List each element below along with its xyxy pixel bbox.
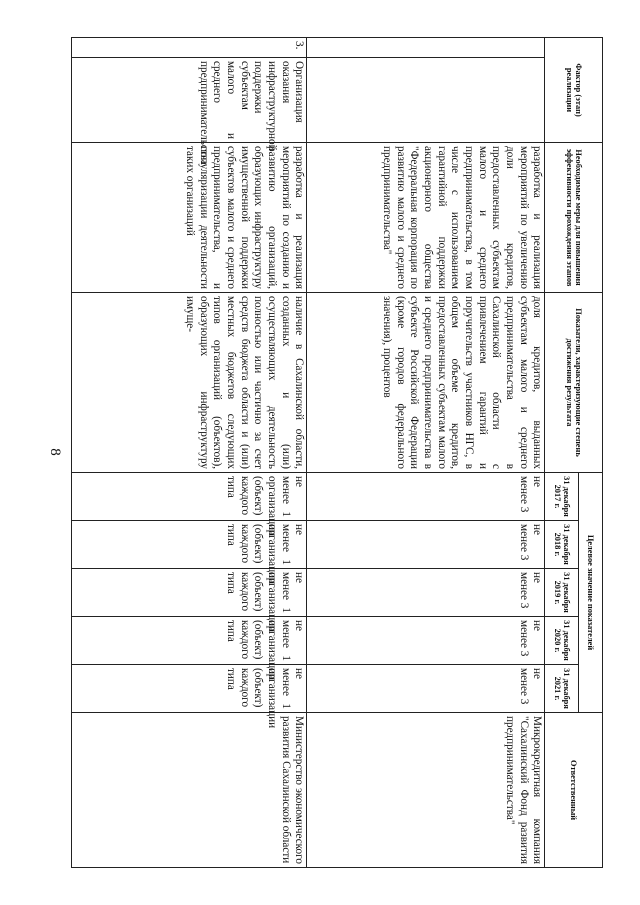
target-2018-cell: не менее 1 организации (объект) каждого типа — [72, 521, 307, 569]
header-responsible: Ответственный — [545, 713, 603, 868]
target-2020-cell: не менее 3 — [307, 617, 545, 665]
indicator-cell: доля кредитов, выданных субъектам малого и среднего предпринимательства в Сахалинской области с привлечением гарантий и поручительств участников НГС, в общем объеме кредитов, предоставленных субъектам малого и среднего предпринимательства в субъекте Российской Федерации (кроме городов федерального значения), процентов — [307, 293, 545, 473]
header-factor: Фактор (этап) реализации — [545, 38, 603, 143]
measure-cell: разработка и реализация мероприятий по созданию и развитию организаций, образующих инфраструктуру имущественной поддержки субъектов малого и среднего предпринимательства, и популяризации деятельности таких организаций — [72, 143, 307, 293]
rotated-table-container — [71, 37, 603, 867]
header-year-2017: 31 декабря 2017 г. — [545, 473, 579, 521]
factor-cell — [307, 58, 545, 143]
table-row — [307, 38, 545, 868]
header-measures: Необходимые меры для повышения эффективности прохождения этапов — [545, 143, 603, 293]
row-number — [307, 38, 545, 58]
header-target-values: Целевое значение показателей — [579, 473, 603, 713]
target-2017-cell: не менее 1 организации (объект) каждого типа — [72, 473, 307, 521]
factor-cell: Организация оказания инфраструктурной поддержки субъектам малого и среднего предпринимательства — [72, 58, 307, 143]
header-row-1 — [579, 38, 603, 868]
row-number: 3. — [72, 38, 307, 58]
table-row — [72, 38, 307, 868]
header-year-2020: 31 декабря 2020 г. — [545, 617, 579, 665]
target-2021-cell: не менее 1 организации (объект) каждого типа — [72, 665, 307, 713]
header-year-2021: 31 декабря 2021 г. — [545, 665, 579, 713]
responsible-cell: Микрокредитная компания "Сахалинский Фонд развития предпринимательства" — [307, 713, 545, 868]
target-2018-cell: не менее 3 — [307, 521, 545, 569]
target-2017-cell: не менее 3 — [307, 473, 545, 521]
target-2020-cell: не менее 1 организации (объект) каждого типа — [72, 617, 307, 665]
target-2021-cell: не менее 3 — [307, 665, 545, 713]
header-indicators: Показатели, характеризующие степень достижения результата — [545, 293, 603, 473]
target-2019-cell: не менее 3 — [307, 569, 545, 617]
measures-table — [71, 37, 603, 868]
page-number: 8 — [47, 448, 63, 456]
header-year-2018: 31 декабря 2018 г. — [545, 521, 579, 569]
target-2019-cell: не менее 1 организации (объект) каждого типа — [72, 569, 307, 617]
measure-cell: разработка и реализация мероприятий по увеличению доли кредитов, предоставленных субъектам малого и среднего предпринимательства, в том числе с использованием гарантийной поддержки акционерного общества "Федеральная корпорация по развитию малого и среднего предпринимательства" — [307, 143, 545, 293]
responsible-cell: Министерство экономического развития Сахалинской области — [72, 713, 307, 868]
indicator-cell: наличие в Сахалинской области, созданных и (или) осуществляющих деятельность полностью или частично за счет средств бюджета области и (или) местных бюджетов следующих типов организаций (объектов), образующих инфраструктуру имуще- — [72, 293, 307, 473]
header-year-2019: 31 декабря 2019 г. — [545, 569, 579, 617]
